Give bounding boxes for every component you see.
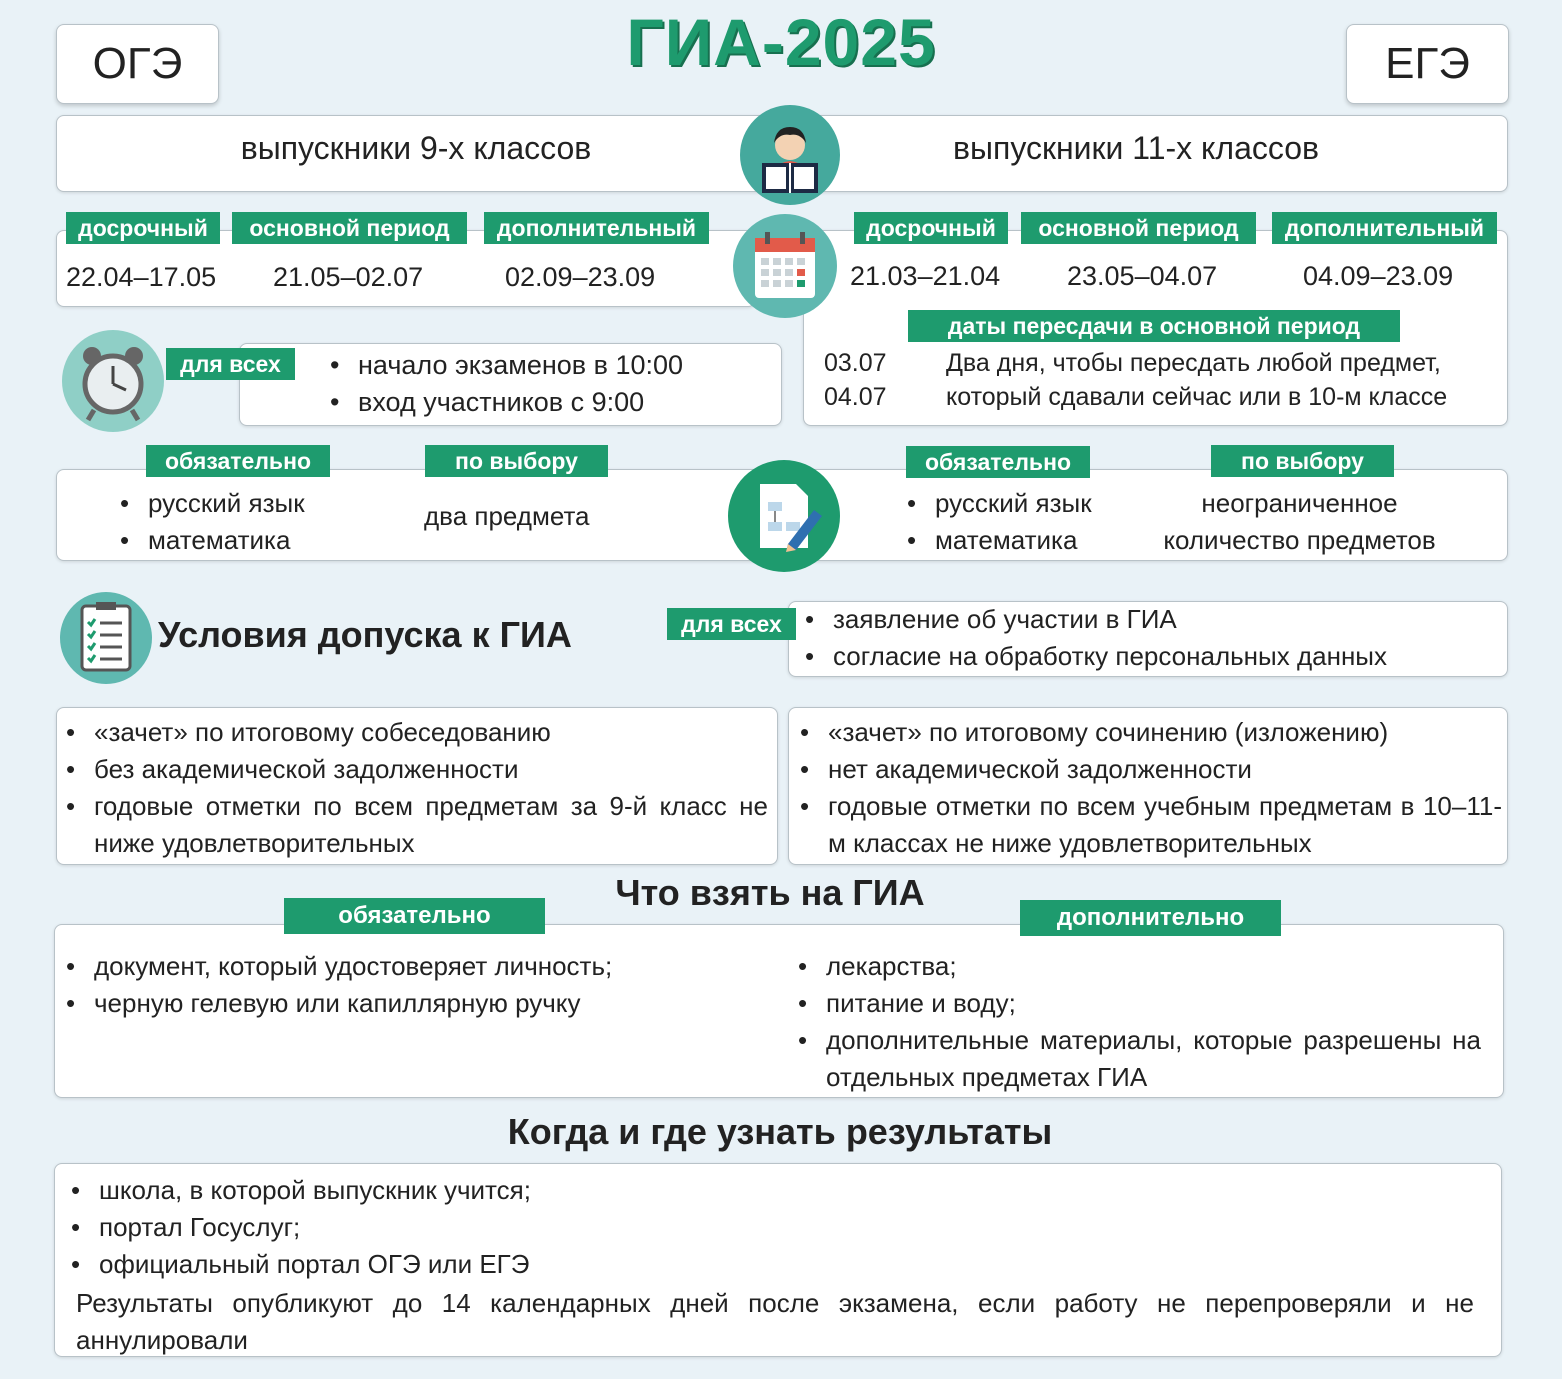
- page-title: ГИА-2025: [626, 5, 936, 79]
- list-item: • годовые отметки по всем учебным предметам в 10–11-м классах не ниже удовлетворительных: [790, 788, 1502, 862]
- ege-period-dates-extra: 04.09–23.09: [1303, 261, 1454, 291]
- ege-period-label-main: основной период: [1021, 212, 1256, 244]
- admission-for-all-label: для всех: [667, 608, 796, 640]
- list-item: • математика: [110, 522, 400, 559]
- retake-label: даты пересдачи в основной период: [908, 310, 1400, 342]
- admission-oge-list: [56, 714, 768, 862]
- bring-extra-list: [788, 948, 1481, 1096]
- list-item: • «зачет» по итоговому собеседованию: [56, 714, 768, 751]
- ege-mandatory-label: обязательно: [906, 446, 1090, 478]
- checklist-icon: [60, 592, 152, 684]
- list-item: • школа, в которой выпускник учится;: [61, 1172, 1161, 1209]
- list-item: • черную гелевую или капиллярную ручку: [56, 985, 776, 1022]
- retake-text-1: Два дня, чтобы пересдать любой предмет,: [946, 349, 1441, 377]
- oge-mandatory-label: обязательно: [146, 445, 330, 477]
- oge-period-dates-extra: 02.09–23.09: [505, 262, 656, 292]
- list-item: • вход участников с 9:00: [320, 384, 780, 421]
- oge-period-label-extra: дополнительный: [484, 212, 709, 244]
- list-item: • математика: [897, 522, 1157, 559]
- graduates-9: выпускники 9-х классов: [240, 130, 592, 166]
- oge-period-dates-main: 21.05–02.07: [273, 262, 424, 292]
- bring-mandatory-label: обязательно: [284, 898, 545, 934]
- results-places-list: [61, 1172, 1161, 1283]
- oge-choice-label: по выбору: [425, 445, 608, 477]
- results-heading: Когда и где узнать результаты: [507, 1111, 1053, 1152]
- oge-label: ОГЭ: [56, 24, 219, 104]
- list-item: • годовые отметки по всем предметам за 9-й класс не ниже удовлетворительных: [56, 788, 768, 862]
- time-list: [320, 347, 780, 421]
- list-item: • лекарства;: [788, 948, 1481, 985]
- calendar-icon: [733, 214, 837, 318]
- retake-date-1: 03.07: [824, 349, 887, 377]
- ege-choice-text-1: неограниченное: [1201, 488, 1398, 518]
- oge-period-dates-early: 22.04–17.05: [66, 262, 217, 292]
- admission-for-all-list: [795, 601, 1495, 675]
- time-for-all-label: для всех: [166, 348, 295, 380]
- ege-label: ЕГЭ: [1346, 24, 1509, 104]
- admission-heading: Условия допуска к ГИА: [158, 614, 572, 655]
- list-item: • русский язык: [897, 485, 1157, 522]
- list-item: • согласие на обработку персональных данных: [795, 638, 1495, 675]
- oge-period-label-main: основной период: [232, 212, 467, 244]
- ege-mandatory-list: [897, 485, 1157, 559]
- list-item: • заявление об участии в ГИА: [795, 601, 1495, 638]
- list-item: • нет академической задолженности: [790, 751, 1502, 788]
- student-reading-icon: [740, 105, 840, 205]
- results-note: Результаты опубликуют до 14 календарных дней после экзамена, если работу не перепроверяли и не аннулировали: [76, 1288, 1474, 1355]
- ege-period-label-early: досрочный: [854, 212, 1008, 244]
- oge-mandatory-list: [110, 485, 400, 559]
- list-item: • начало экзаменов в 10:00: [320, 347, 780, 384]
- retake-date-2: 04.07: [824, 383, 887, 411]
- retake-text-2: который сдавали сейчас или в 10-м классе: [946, 383, 1448, 411]
- ege-period-label-extra: дополнительный: [1272, 212, 1497, 244]
- admission-ege-list: [790, 714, 1502, 862]
- list-item: • официальный портал ОГЭ или ЕГЭ: [61, 1246, 1161, 1283]
- bring-mandatory-list: [56, 948, 776, 1022]
- document-pen-icon: [728, 460, 840, 572]
- ege-choice-label: по выбору: [1211, 445, 1394, 477]
- alarm-clock-icon: [62, 330, 164, 432]
- graduates-11: выпускники 11-х классов: [952, 130, 1320, 166]
- ege-period-dates-early: 21.03–21.04: [850, 261, 1001, 291]
- list-item: • русский язык: [110, 485, 400, 522]
- list-item: • дополнительные материалы, которые разрешены на отдельных предметах ГИА: [788, 1022, 1481, 1096]
- bring-heading: Что взять на ГИА: [615, 872, 925, 913]
- list-item: • «зачет» по итоговому сочинению (изложению): [790, 714, 1502, 751]
- list-item: • без академической задолженности: [56, 751, 768, 788]
- list-item: • питание и воду;: [788, 985, 1481, 1022]
- list-item: • документ, который удостоверяет личность;: [56, 948, 776, 985]
- oge-choice-text: два предмета: [424, 501, 590, 531]
- list-item: • портал Госуслуг;: [61, 1209, 1161, 1246]
- oge-period-label-early: досрочный: [66, 212, 220, 244]
- ege-choice-text-2: количество предметов: [1163, 525, 1436, 555]
- bring-extra-label: дополнительно: [1020, 900, 1281, 936]
- ege-period-dates-main: 23.05–04.07: [1067, 261, 1218, 291]
